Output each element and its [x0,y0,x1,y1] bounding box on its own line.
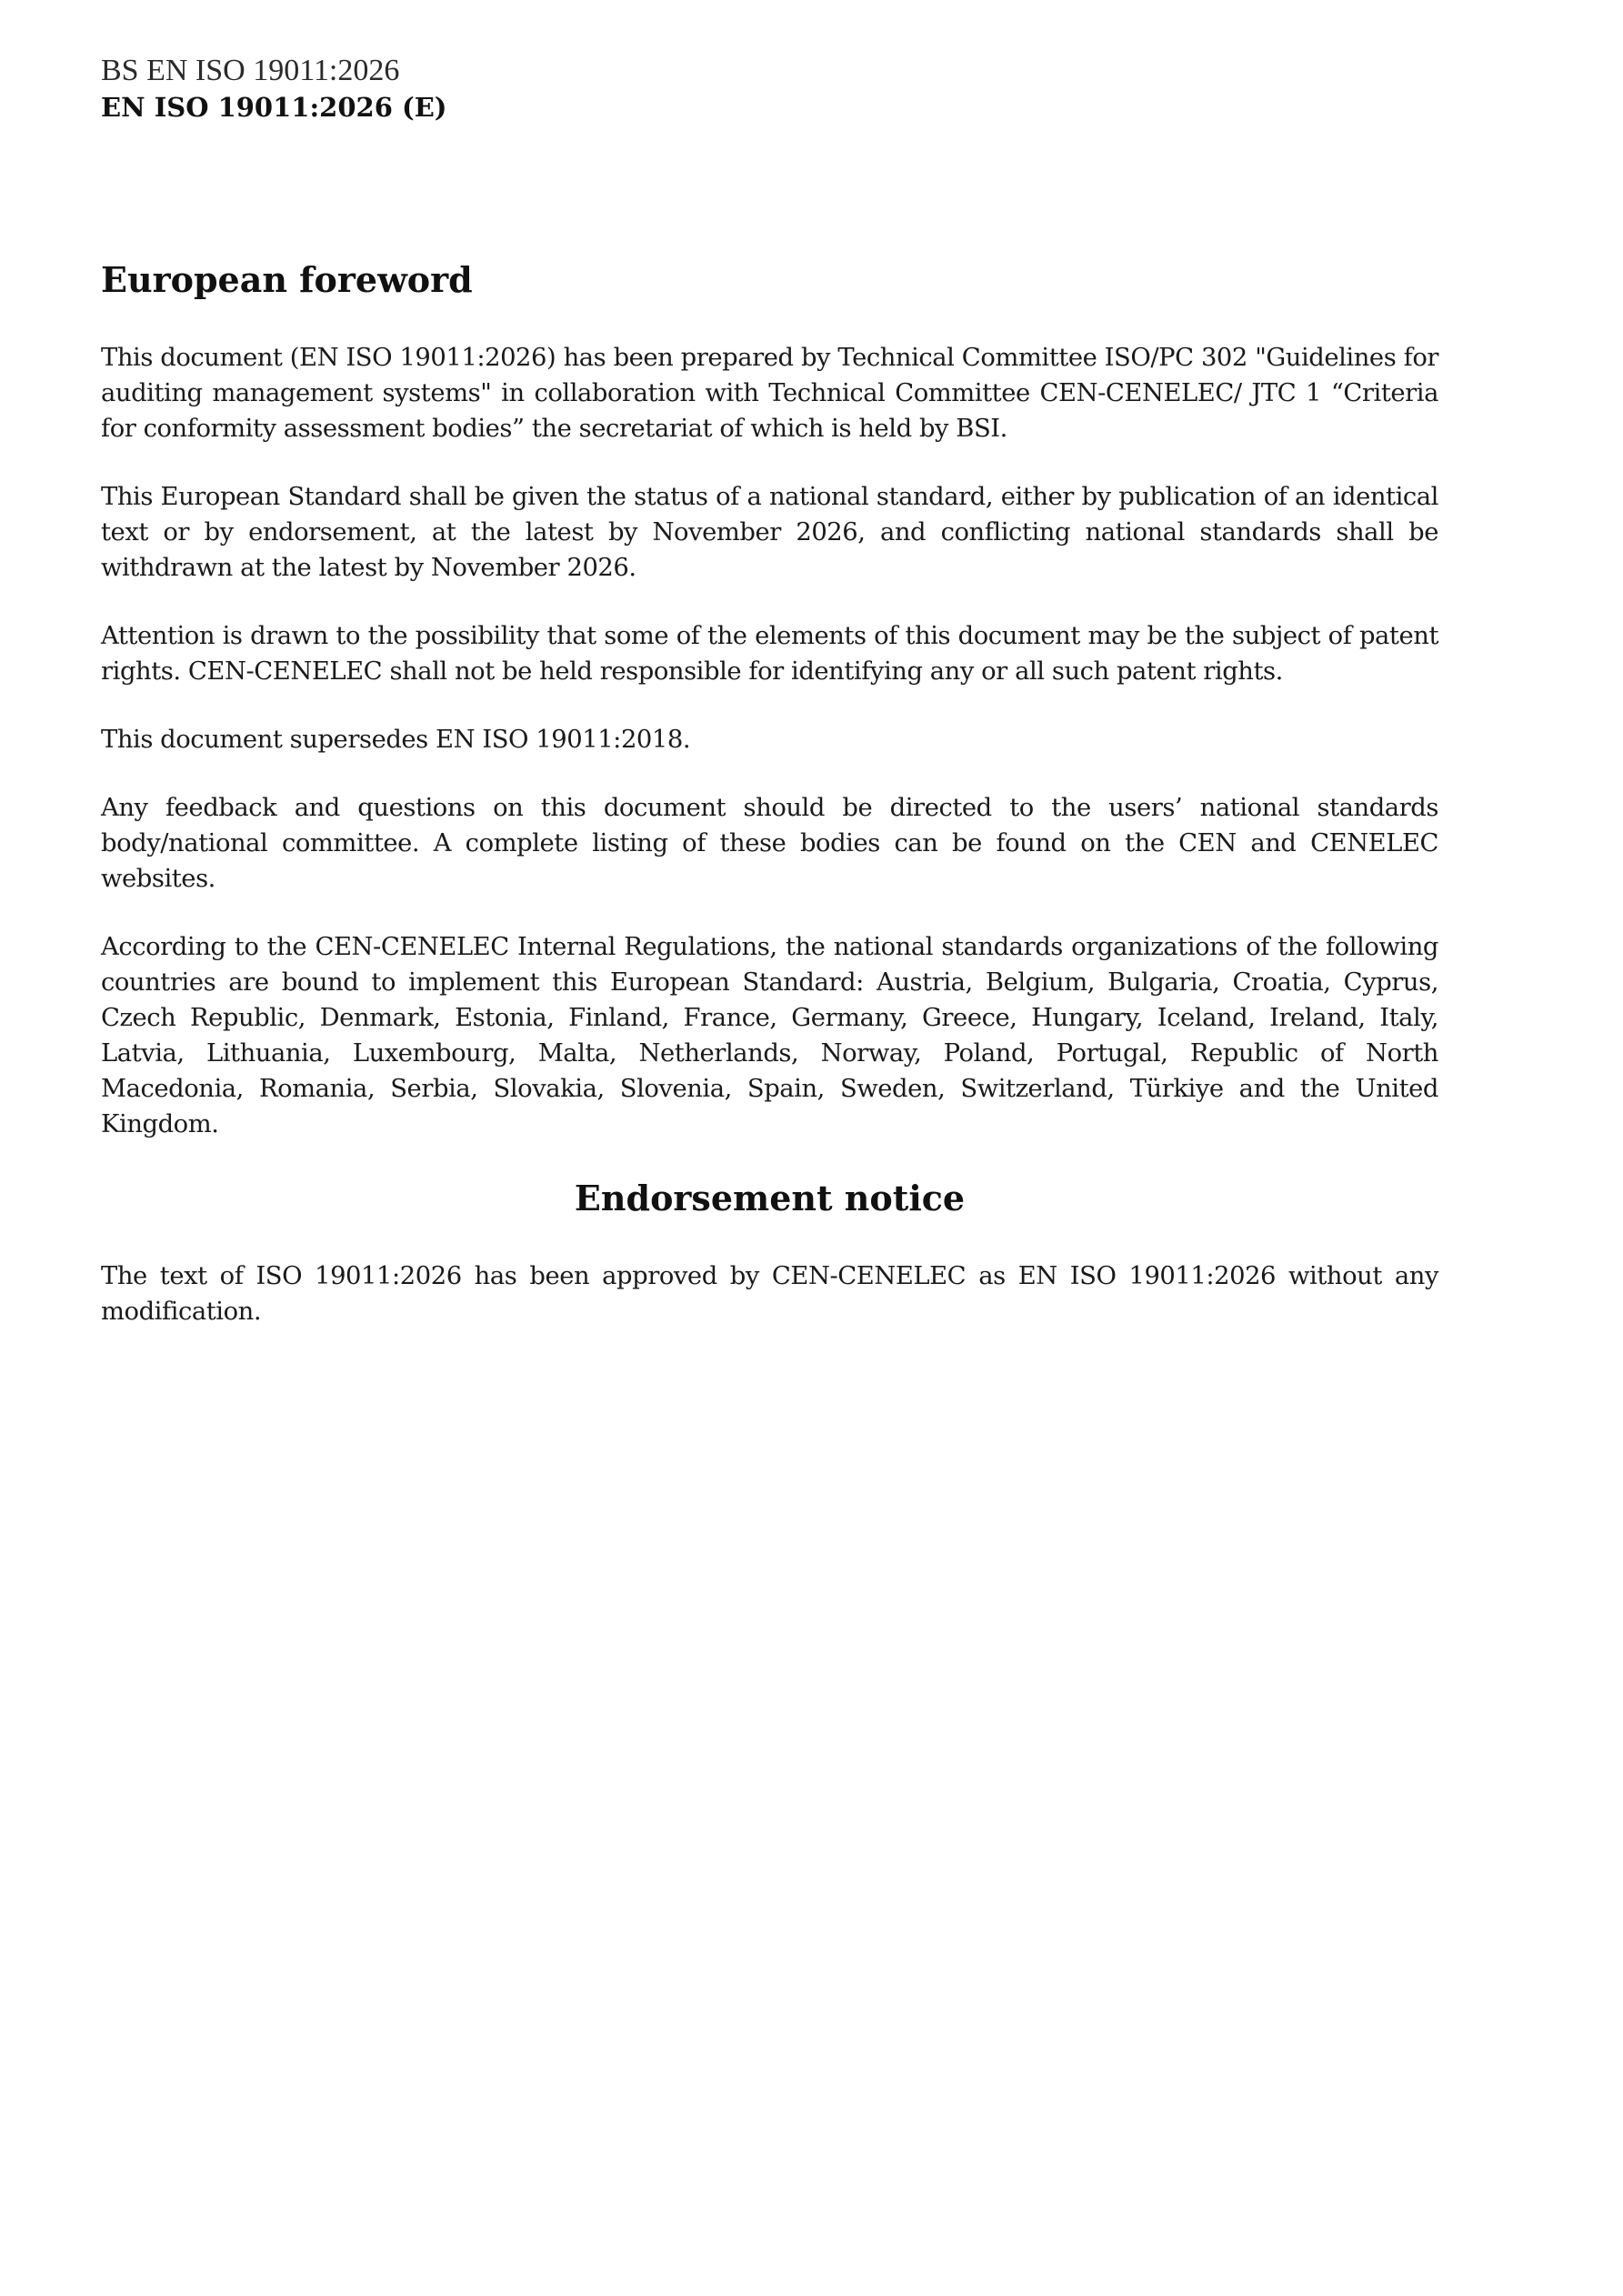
endorsement-paragraph: The text of ISO 19011:2026 has been approved by CEN-CENELEC as EN ISO 19011:2026 without any modification. [101,1262,1438,1326]
foreword-paragraph-countries: According to the CEN-CENELEC Internal Regulations, the national standards organizations of the following countries are bound to implement this European Standard: Austria, Belgium, Bulgaria, Croatia, Cyprus, Czech Republic, Denmark, Estonia, Finland, France, Germany, Greece, Hungary, Iceland, Ireland, Italy, Latvia, Lithuania, Luxembourg, Malta, Netherlands, Norway, Poland, Portugal, Republic of North Macedonia, Romania, Serbia, Slovakia, Slovenia, Spain, Sweden, Switzerland, Türkiye and the United Kingdom. [101,933,1438,1138]
page-header [101,53,1010,125]
foreword-paragraph-national-status: This European Standard shall be given the status of a national standard, either by publication of an identical text or by endorsement, at the latest by November 2026, and conflicting national standards shall be withdrawn at the latest by November 2026. [101,483,1438,582]
foreword-paragraph-patent-rights: Attention is drawn to the possibility that some of the elements of this document may be the subject of patent rights. CEN-CENELEC shall not be held responsible for identifying any or all such patent rights. [101,622,1438,686]
european-foreword-section [101,256,1438,1142]
endorsement-title: Endorsement notice [574,1178,966,1218]
foreword-paragraph-prepared-by: This document (EN ISO 19011:2026) has been prepared by Technical Committee ISO/PC 302 "Guidelines for auditing management systems" in collaboration with Technical Committee CEN-CENELEC/ JTC 1 “Criteria for conformity assessment bodies” the secretariat of which is held by BSI. [101,344,1438,443]
document-body [101,256,1438,1362]
foreword-title: European foreword [101,259,473,300]
endorsement-notice-section [101,1175,1438,1329]
bs-standard-number: BS EN ISO 19011:2026 [101,54,400,87]
foreword-paragraph-feedback: Any feedback and questions on this document should be directed to the users’ national standards body/national committee. A complete listing of these bodies can be found on the CEN and CENELEC websites. [101,794,1438,893]
foreword-paragraph-supersedes: This document supersedes EN ISO 19011:2018. [101,726,691,754]
en-standard-number: EN ISO 19011:2026 (E) [101,92,447,123]
